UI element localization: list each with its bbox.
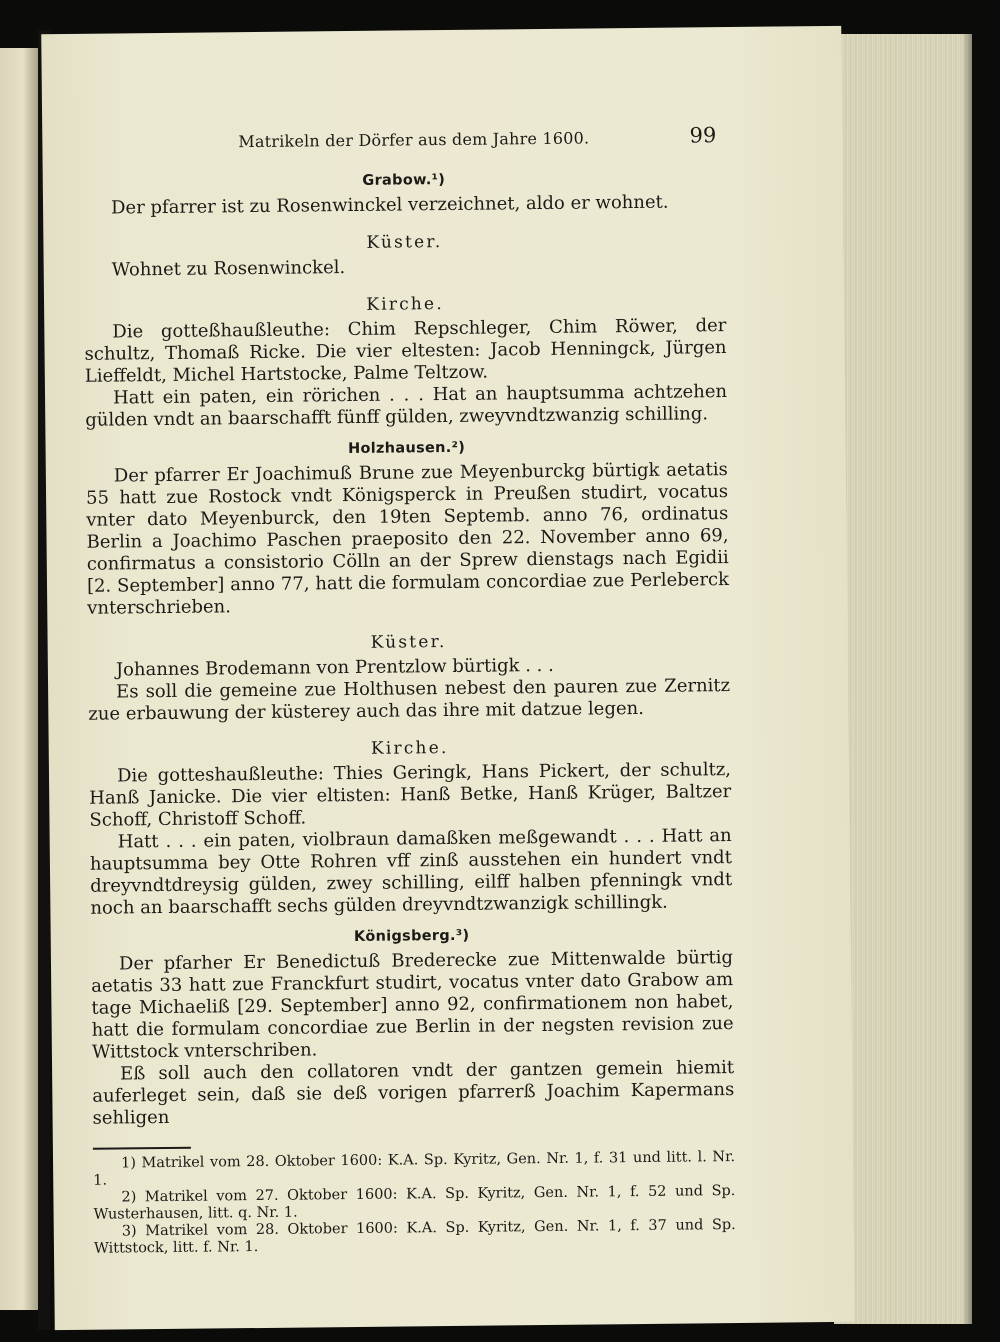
footnote: 2) Matrikel vom 27. Oktober 1600: K.A. Sp. Kyritz, Gen. Nr. 1, f. 52 und Sp. Wusterhausen, litt. q. Nr. 1. [93,1183,736,1223]
kuester-paragraph: Johannes Brodemann von Prentzlow bürtigk . . . [115,654,554,681]
kirche-heading: Kirche. [370,737,449,759]
footnote: 1) Matrikel vom 28. Oktober 1600: K.A. Sp. Kyritz, Gen. Nr. 1, f. 31 und litt. l. Nr. 1. [93,1149,736,1189]
kirche-paragraph: Hatt . . . ein paten, violbraun damaßken meßgewandt . . . Hatt an hauptsumma bey Otte Rohren vff zinß ausstehen ein hundert vndt dreyvndtdreysig gülden, zwey schilling, eilff halben pfenningk vndt noch an baarschafft sechs gülden dreyvndtzwanzigk schillingk. [89,825,733,919]
section-koenigsberg [91,925,735,1130]
kirche-paragraph: Die gotteshaußleuthe: Thies Geringk, Hans Pickert, der schultz, Hanß Janicke. Die vier eltisten: Hanß Betke, Hanß Krüger, Baltzer Schoff, Christoff Schoff. [89,759,732,831]
kirche-paragraph: Die gotteßhaußleuthe: Chim Repschleger, Chim Röwer, der schultz, Thomaß Ricke. Die vier eltesten: Jacob Henningck, Jürgen Lieffeldt, Michel Hartstocke, Palme Teltzow. [84,315,727,387]
pastor-paragraph: Der pfarrer ist zu Rosenwinckel verzeichnet, aldo er wohnet. [110,191,669,219]
section-holzhausen [86,437,733,920]
section-grabow [83,169,728,432]
body-paragraph: Eß soll auch den collatoren vndt der gantzen gemein hiemit auferleget sein, daß sie deß vorigen pfarrerß Joachim Kapermans sehligen [92,1057,735,1129]
page-stack-edges [834,34,972,1324]
pastor-paragraph: Der pfarher Er Benedictuß Brederecke zue Mittenwalde bürtig aetatis 33 hatt zue Franckfurt studirt, vocatus vnter dato Grabow am tage Michaeliß [29. September] anno 92, confirmationem non habet, hatt die formulam concordiae zue Berlin in der negsten revision zue Wittstock vnterschriben. [91,947,734,1063]
footnote-rule [93,1147,191,1150]
kirche-paragraph: Hatt ein paten, ein rörichen . . . Hat an hauptsumma achtzehen gülden vndt an baarschafft fünff gülden, zweyvndtzwanzig schilling. [85,381,728,431]
kirche-heading: Kirche. [366,294,444,315]
entry-heading: Holzhausen.²) [347,439,466,458]
kuester-paragraph: Wohnet zu Rosenwinckel. [111,257,346,281]
footnotes [93,1135,736,1258]
kuester-heading: Küster. [366,232,443,253]
kuester-paragraph: Es soll die gemeine zue Holthusen nebest den pauren zue Zernitz zue erbauwung der küsterey auch das ihre mit datzue legen. [88,675,731,725]
running-title: Matrikeln der Dörfer aus dem Jahre 1600. [238,128,590,152]
page-content [82,123,736,1258]
book-page [41,26,855,1330]
facing-page-edge [0,48,38,1310]
running-header [82,123,724,164]
pastor-paragraph: Der pfarrer Er Joachimuß Brune zue Meyenburckg bürtigk aetatis 55 hatt zue Rostock vndt Königsperck in Preußen studirt, vocatus vnter dato Meyenburck, den 19ten Septemb. anno 76, ordinatus Berlin a Joachimo Paschen praeposito den 22. November anno 69, confirmatus a consistorio Cölln an der Sprew dienstags nach Egidii [2. September] anno 77, hatt die formulam concordiae zue Perleberck vnterschrieben. [85,459,730,619]
entry-heading: Königsberg.³) [353,927,470,945]
page-number: 99 [689,123,717,148]
entry-heading: Grabow.¹) [362,172,446,189]
footnote: 3) Matrikel vom 28. Oktober 1600: K.A. Sp. Kyritz, Gen. Nr. 1, f. 37 und Sp. Wittstock, litt. f. Nr. 1. [93,1217,736,1257]
kuester-heading: Küster. [370,632,447,653]
